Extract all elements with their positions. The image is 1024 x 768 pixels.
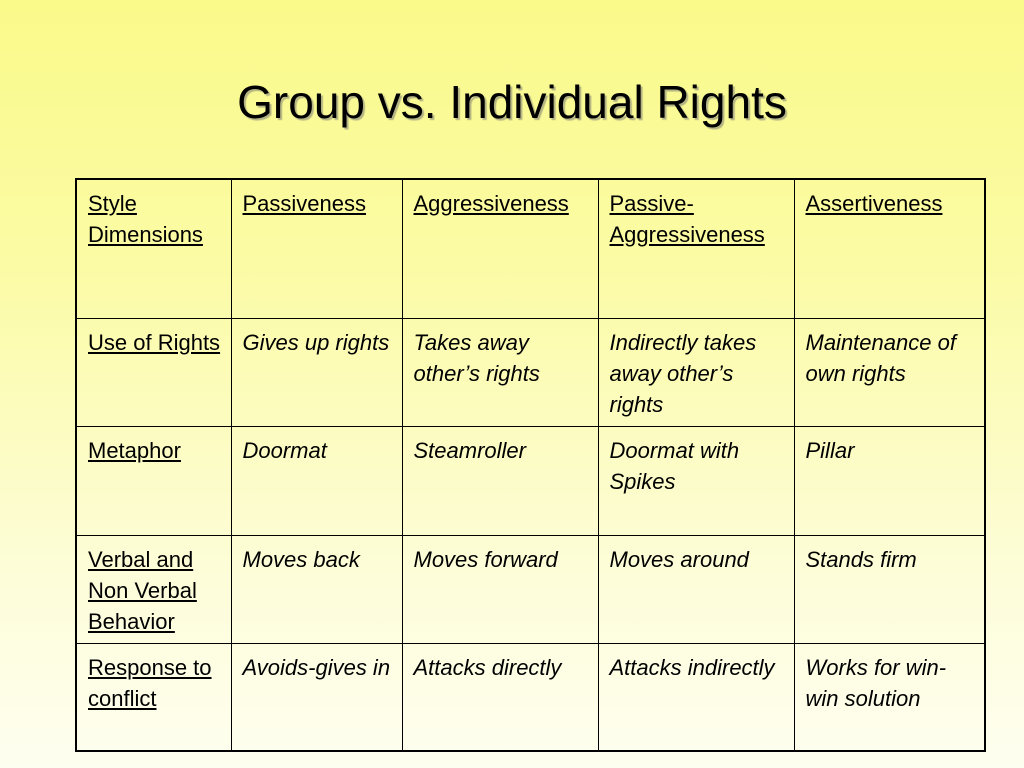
- table-row: [76, 318, 985, 426]
- table-row: [76, 643, 985, 751]
- row-label-use-of-rights: Use of Rights: [76, 318, 231, 426]
- table-cell: Moves around: [598, 535, 794, 643]
- rights-comparison-table: [75, 178, 986, 752]
- table-cell: Stands firm: [794, 535, 985, 643]
- header-passive-aggressiveness: Passive-Aggressiveness: [598, 179, 794, 318]
- header-aggressiveness: Aggressiveness: [402, 179, 598, 318]
- table-cell: Moves back: [231, 535, 402, 643]
- table-cell: Attacks indirectly: [598, 643, 794, 751]
- table-cell: Steamroller: [402, 426, 598, 535]
- table-row: [76, 535, 985, 643]
- table-cell: Pillar: [794, 426, 985, 535]
- table-row: [76, 426, 985, 535]
- row-label-metaphor: Metaphor: [76, 426, 231, 535]
- row-label-response-to-conflict: Response to conflict: [76, 643, 231, 751]
- table-header-row: [76, 179, 985, 318]
- header-passiveness: Passiveness: [231, 179, 402, 318]
- slide-title: Group vs. Individual Rights: [237, 76, 787, 128]
- table-cell: Moves forward: [402, 535, 598, 643]
- table-cell: Avoids-gives in: [231, 643, 402, 751]
- table-cell: Doormat with Spikes: [598, 426, 794, 535]
- table-cell: Indirectly takes away other’s rights: [598, 318, 794, 426]
- table-cell: Gives up rights: [231, 318, 402, 426]
- row-label-verbal-behavior: Verbal and Non Verbal Behavior: [76, 535, 231, 643]
- table-cell: Takes away other’s rights: [402, 318, 598, 426]
- table-cell: Maintenance of own rights: [794, 318, 985, 426]
- table-cell: Attacks directly: [402, 643, 598, 751]
- table-cell: Doormat: [231, 426, 402, 535]
- header-assertiveness: Assertiveness: [794, 179, 985, 318]
- header-style-dimensions: Style Dimensions: [76, 179, 231, 318]
- table-cell: Works for win-win solution: [794, 643, 985, 751]
